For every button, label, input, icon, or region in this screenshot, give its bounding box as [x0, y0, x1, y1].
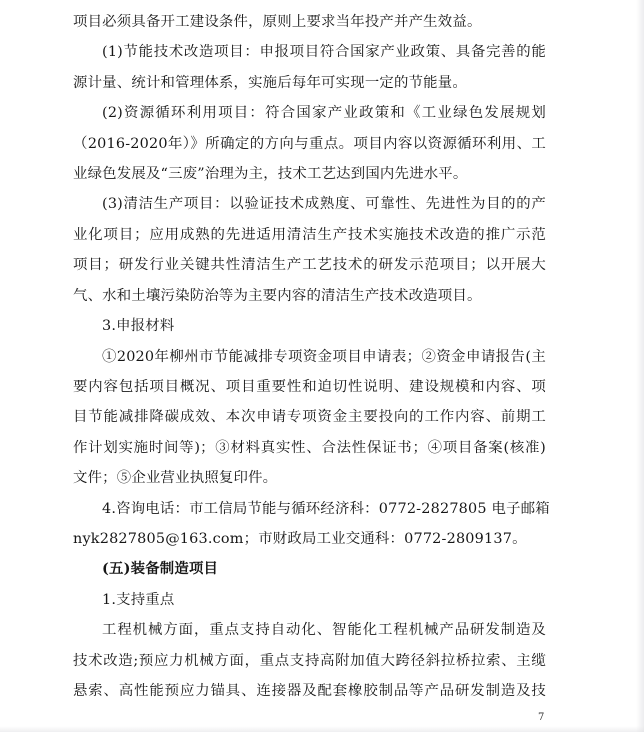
text-line: 文件；⑤企业营业执照复印件。: [73, 470, 278, 486]
text-line: 技术改造;预应力机械方面，重点支持高附加值大跨径斜拉桥拉索、主缆: [73, 653, 546, 669]
text-line: 工程机械方面，重点支持自动化、智能化工程机械产品研发制造及: [102, 622, 546, 638]
section-heading: 1.支持重点: [102, 592, 175, 608]
section-heading-bold: (五)装备制造项目: [102, 560, 219, 577]
page-edge-shadow: [636, 0, 644, 732]
text-line: ①2020年柳州市节能减排专项资金项目申请表；②资金申请报告(主: [102, 349, 546, 365]
text-line: 业化项目；应用成熟的先进适用清洁生产技术实施技术改造的推广示范: [73, 227, 546, 243]
text-line: 作计划实施时间等)；③材料真实性、合法性保证书；④项目备案(核准): [73, 440, 546, 456]
text-line: 悬索、高性能预应力锚具、连接器及配套橡胶制品等产品研发制造及技: [73, 683, 546, 699]
text-line: 项目；研发行业关键共性清洁生产工艺技术的研发示范项目；以开展大: [73, 257, 546, 273]
text-line: (2)资源循环利用项目：符合国家产业政策和《工业绿色发展规划: [102, 105, 546, 121]
text-line: 业绿色发展及“三废”治理为主，技术工艺达到国内先进水平。: [73, 166, 468, 182]
text-line: (3)清洁生产项目：以验证技术成熟度、可靠性、先进性为目的的产: [102, 196, 546, 212]
text-line: 气、水和土壤污染防治等为主要内容的清洁生产技术改造项目。: [73, 288, 482, 304]
text-line: (1)节能技术改造项目：申报项目符合国家产业政策、具备完善的能: [102, 44, 546, 60]
text-line: nyk2827805@163.com；市财政局工业交通科：0772-2809137。: [73, 531, 527, 547]
page-number: 7: [538, 712, 545, 723]
text-line: （2016-2020年）》所确定的方向与重点。项目内容以资源循环利用、工: [73, 136, 546, 152]
section-heading: 3.申报材料: [102, 318, 175, 334]
text-line: 源计量、统计和管理体系，实施后每年可实现一定的节能量。: [73, 75, 467, 91]
text-line: 4.咨询电话：市工信局节能与循环经济科：0772-2827805 电子邮箱: [102, 501, 550, 517]
text-line: 目节能减排降碳成效、本次申请专项资金主要投向的工作内容、前期工: [73, 409, 546, 425]
page-edge-shadow-bottom: [0, 726, 644, 732]
text-line: 项目必须具备开工建设条件，原则上要求当年投产并产生效益。: [73, 14, 482, 30]
text-line: 要内容包括项目概况、项目重要性和迫切性说明、建设规模和内容、项: [73, 379, 546, 395]
